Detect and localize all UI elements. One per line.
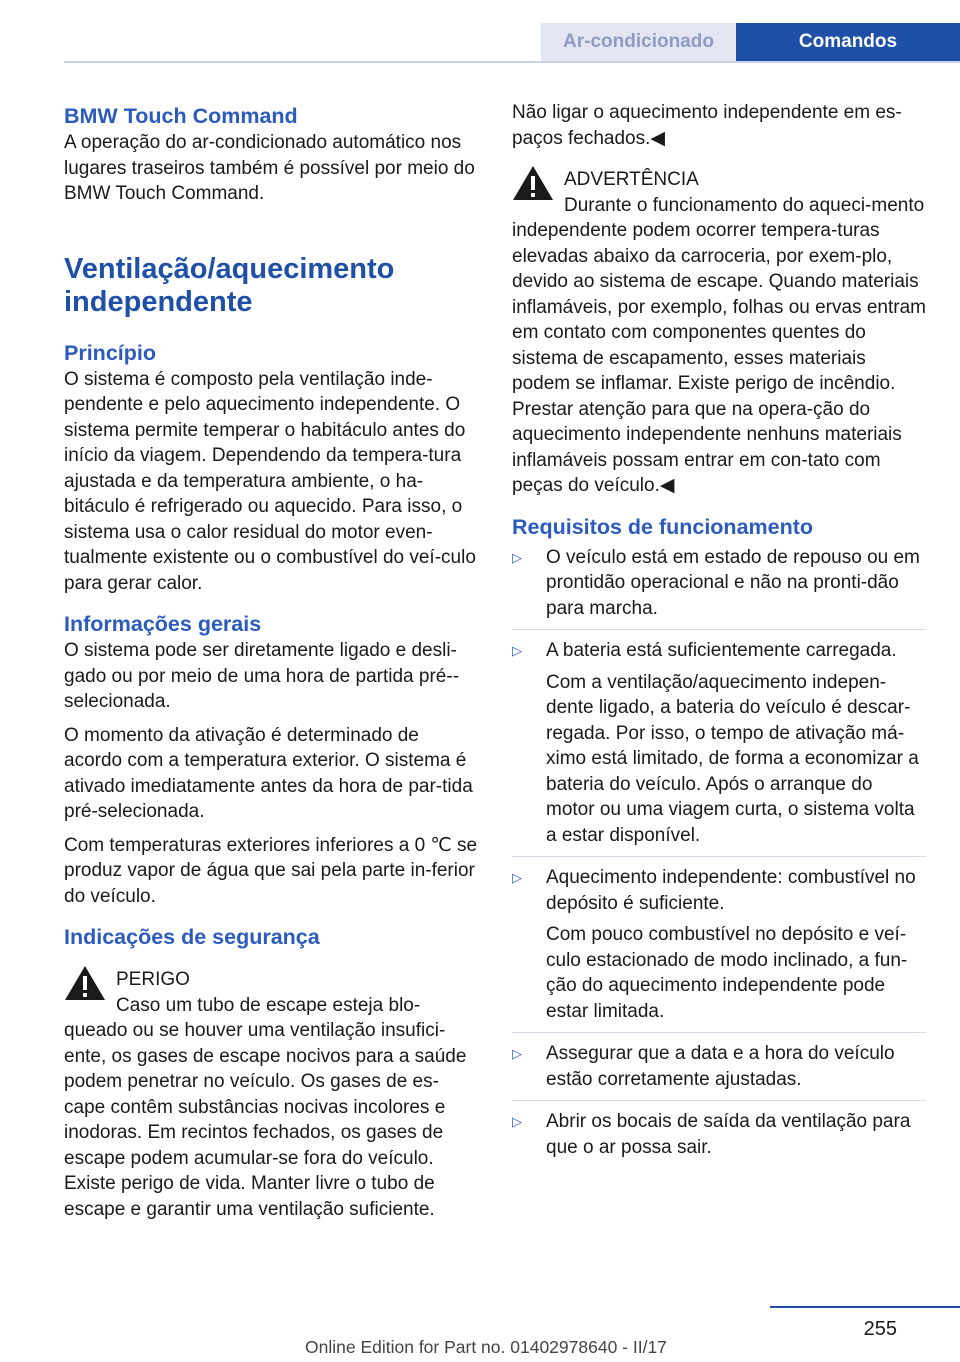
paragraph-general-info-3: Com temperaturas exteriores inferiores a 0 ℃ se produz vapor de água que sai pela parte in‐ferior do veículo. — [64, 834, 478, 907]
list-item-detail: Com pouco combustível no depósito e veí‐culo estacionado de modo inclinado, a fun‐ção do aquecimento independente pode estar limitada. — [546, 924, 908, 1022]
list-item-text: Assegurar que a data e a hora do veículo estão corretamente ajustadas. — [546, 1043, 895, 1090]
list-divider — [512, 856, 926, 857]
list-item-text: Abrir os bocais de saída da ventilação para que o ar possa sair. — [546, 1111, 911, 1158]
danger-warning — [64, 965, 479, 1222]
triangle-bullet-icon: ▷ — [512, 1114, 522, 1129]
edition-note: Online Edition for Part no. 01402978640 - II/17 — [305, 1337, 667, 1357]
left-column — [64, 100, 479, 1226]
right-column — [512, 100, 926, 1168]
paragraph-touch-command: A operação do ar-condicionado automático nos lugares traseiros também é possível por meio do BMW Touch Command. — [64, 132, 475, 204]
list-divider — [512, 1032, 926, 1033]
triangle-bullet-icon: ▷ — [512, 643, 522, 658]
list-item-text: A bateria está suficientemente carregada. — [546, 640, 897, 661]
paragraph-principle: O sistema é composto pela ventilação inde‐pendente e pelo aquecimento independente. O sistema permite temperar o habitáculo antes do início da viagem. Dependendo da tempera‐tura ajustada e da temperatura ambiente, o ha‐bitáculo é refrigerado ou aquecido. Para isso, o sistema usa o calor residual do motor even‐tualmente existente ou o combustível do veí‐culo para gerar calor. — [64, 368, 476, 594]
paragraph-general-info-2: O momento da ativação é determinado de acordo com a temperatura exterior. O sistema é ativado imediatamente antes da hora de par‐tida pré-selecionada. — [64, 724, 473, 822]
paragraph-closed-spaces: Não ligar o aquecimento independente em es‐paços fechados.◀ — [512, 102, 902, 149]
danger-warning-body: Caso um tubo de escape esteja blo‐queado ou se houver uma ventilação insufici‐ente, os gases de escape nocivos para a saúde podem penetrar no veículo. Os gases de es‐cape contêm substâncias nocivas incolores e inodoras. Em recintos fechados, os gases de escape podem acumular-se fora do veículo. Existe perigo de vida. Manter livre o tubo de escape e garantir uma ventilação suficiente. — [64, 994, 467, 1220]
caution-warning-body: Durante o funcionamento do aqueci‐mento independente podem ocorrer tempera‐turas elevadas abaixo da carroceria, por exem‐plo, devido ao sistema de escape. Quando materiais inflamáveis, por exemplo, folhas ou ervas entram em contato com componentes quentes do sistema de escapamento, esses materiais podem se inflamar. Existe perigo de incêndio. Prestar atenção para que na opera‐ção do aquecimento independente nenhuns materiais inflamáveis possam entrar em con‐tato com peças do veículo.◀ — [512, 194, 926, 496]
requirements-list — [512, 545, 926, 1161]
list-item — [512, 865, 926, 1024]
list-item — [512, 638, 926, 848]
heading-general-info: Informações gerais — [64, 612, 262, 636]
triangle-bullet-icon: ▷ — [512, 549, 522, 565]
list-item-detail: Com a ventilação/aquecimento indepen‐dente ligado, a bateria do veículo é descar‐regada. Por isso, o tempo de ativação má‐ximo está limitado, de forma a economizar a bateria do veículo. Após o arranque do motor ou uma viagem curta, o sistema volta a estar disponível. — [546, 671, 919, 846]
header-divider — [64, 61, 960, 63]
list-divider — [512, 629, 926, 630]
section-title: Ventilação/aquecimento independente — [64, 252, 395, 318]
heading-requirements: Requisitos de funcionamento — [512, 514, 814, 539]
caution-warning — [512, 165, 926, 499]
heading-principle: Princípio — [64, 340, 156, 365]
list-item — [512, 545, 926, 622]
danger-warning-title: PERIGO — [116, 969, 190, 990]
heading-touch-command: BMW Touch Command — [64, 104, 298, 128]
footer-accent-line — [770, 1306, 960, 1308]
list-item-text: Aquecimento independente: combustível no depósito é suficiente. — [546, 867, 916, 914]
warning-triangle-icon — [64, 965, 106, 1001]
triangle-bullet-icon: ▷ — [512, 1046, 522, 1061]
heading-safety: Indicações de segurança — [64, 925, 320, 949]
header-tab-section[interactable]: Ar-condicionado — [541, 23, 736, 61]
triangle-bullet-icon: ▷ — [512, 870, 522, 885]
list-item-text: O veículo está em estado de repouso ou em prontidão operacional e não na pronti‐dão para marcha. — [546, 546, 920, 619]
list-item — [512, 1041, 926, 1092]
paragraph-general-info-1: O sistema pode ser diretamente ligado e desli‐gado ou por meio de uma hora de partida pré‐-selecionada. — [64, 640, 460, 712]
header-tab-active[interactable]: Comandos — [736, 23, 960, 61]
list-item — [512, 1109, 926, 1160]
page-number: 255 — [863, 1318, 897, 1340]
list-divider — [512, 1100, 926, 1101]
warning-triangle-icon — [512, 165, 554, 201]
caution-warning-title: ADVERTÊNCIA — [564, 169, 699, 190]
